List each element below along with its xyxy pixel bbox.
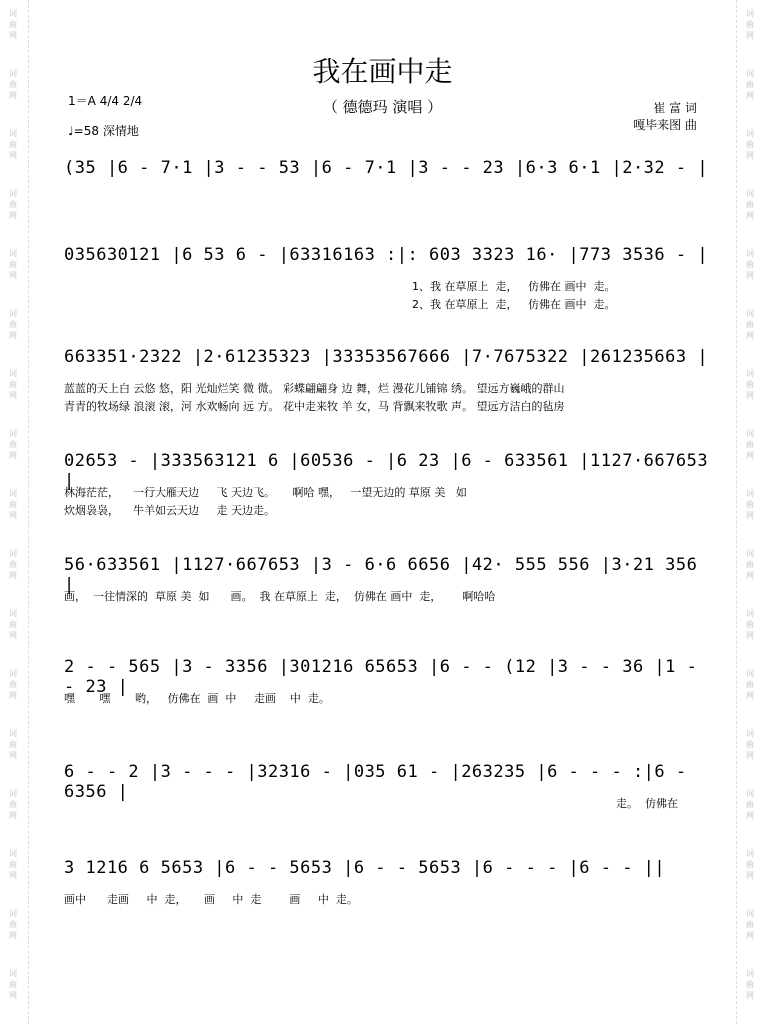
watermark-text: 词 曲 网 bbox=[746, 189, 754, 220]
composer: 嘎毕来图 曲 bbox=[633, 118, 697, 132]
watermark-text: 词 曲 网 bbox=[746, 309, 754, 340]
lyrics-row-2b: 2、我 在草原上 走， 仿佛在 画中 走。 bbox=[412, 298, 616, 311]
score-row-5: 56·633561 |1127·667653 |3 - 6·6 6656 |42· 555 556 |3·21 356 | bbox=[64, 555, 698, 595]
watermark-text: 词 曲 网 bbox=[746, 909, 754, 940]
watermark-text: 词 曲 网 bbox=[9, 69, 17, 100]
score-row-8: 3 1216 6 5653 |6 - - 5653 |6 - - 5653 |6 - - - |6 - - || bbox=[64, 858, 666, 878]
watermark-text: 词 曲 网 bbox=[746, 549, 754, 580]
lyrics-row-2a: 1、我 在草原上 走， 仿佛在 画中 走。 bbox=[412, 280, 616, 293]
watermark-text: 词 曲 网 bbox=[746, 429, 754, 460]
lyrics-row-6: 嘿 嘿 哟， 仿佛在 画 中 走画 中 走。 bbox=[64, 692, 330, 705]
lyricist: 崔 富 词 bbox=[653, 101, 697, 115]
lyrics-row-8: 画中 走画 中 走， 画 中 走 画 中 走。 bbox=[64, 893, 358, 906]
watermark-text: 词 曲 网 bbox=[9, 669, 17, 700]
score-row-1: (35 |6 - 7·1 |3 - - 53 |6 - 7·1 |3 - - 23 |6·3 6·1 |2·32 - | bbox=[64, 158, 709, 178]
watermark-text: 词 曲 网 bbox=[746, 489, 754, 520]
watermark-text: 词 曲 网 bbox=[9, 909, 17, 940]
lyrics-row-4b: 炊烟袅袅， 牛羊如云天边 走 天边走。 bbox=[64, 504, 275, 517]
score-row-7: 6 - - 2 |3 - - - |32316 - |035 61 - |263235 |6 - - - :|6 - 6356 | bbox=[64, 762, 687, 802]
key: 1＝A bbox=[68, 94, 96, 108]
watermark-text: 词 曲 网 bbox=[746, 9, 754, 40]
performer: （ 德德玛 演唱 ） bbox=[322, 98, 443, 116]
time-signature-2: 2/4 bbox=[122, 94, 143, 108]
watermark-text: 词 曲 网 bbox=[9, 189, 17, 220]
watermark-text: 词 曲 网 bbox=[9, 489, 17, 520]
watermark-text: 词 曲 网 bbox=[9, 729, 17, 760]
watermark-text: 词 曲 网 bbox=[9, 609, 17, 640]
key-signature bbox=[68, 92, 142, 109]
watermark-text: 词 曲 网 bbox=[746, 849, 754, 880]
lyrics-row-4a: 林海茫茫， 一行大雁天边 飞 天边飞。 啊哈 嘿， 一望无边的 草原 美 如 bbox=[64, 486, 467, 499]
lyrics-row-3b: 青青的牧场绿 浪滚 滚，河 水欢畅向 远 方。 花中走来牧 羊 女，马 背飘来牧歌 声。 望远方洁白的毡房 bbox=[64, 400, 565, 413]
expression: 深情地 bbox=[102, 124, 139, 138]
watermark-text: 词 曲 网 bbox=[9, 9, 17, 40]
watermark-text: 词 曲 网 bbox=[746, 729, 754, 760]
time-signature-1: 4/4 bbox=[99, 94, 119, 108]
lyrics-row-5: 画， 一往情深的 草原 美 如 画。 我 在草原上 走， 仿佛在 画中 走， 啊哈哈 bbox=[64, 590, 496, 603]
watermark-text: 词 曲 网 bbox=[746, 129, 754, 160]
left-watermark-strip bbox=[0, 0, 29, 1024]
watermark-text: 词 曲 网 bbox=[9, 429, 17, 460]
watermark-text: 词 曲 网 bbox=[9, 789, 17, 820]
watermark-text: 词 曲 网 bbox=[746, 969, 754, 1000]
right-watermark-strip bbox=[736, 0, 765, 1024]
watermark-text: 词 曲 网 bbox=[746, 249, 754, 280]
lyrics-row-7: 走。 仿佛在 bbox=[616, 797, 678, 810]
watermark-text: 词 曲 网 bbox=[9, 369, 17, 400]
score-row-6: 2 - - 565 |3 - 3356 |301216 65653 |6 - - (12 |3 - - 36 |1 - - 23 | bbox=[64, 657, 698, 697]
song-title: 我在画中走 bbox=[312, 55, 453, 88]
score-row-3: 663351·2322 |2·61235323 |33353567666 |7·7675322 |261235663 | bbox=[64, 347, 709, 367]
watermark-text: 词 曲 网 bbox=[9, 549, 17, 580]
tempo-marking bbox=[68, 122, 139, 139]
watermark-text: 词 曲 网 bbox=[9, 249, 17, 280]
watermark-text: 词 曲 网 bbox=[746, 609, 754, 640]
watermark-text: 词 曲 网 bbox=[746, 69, 754, 100]
watermark-text: 词 曲 网 bbox=[9, 849, 17, 880]
score-row-2: 035630121 |6 53 6 - |63316163 :|: 603 3323 16· |773 3536 - | bbox=[64, 245, 709, 265]
lyrics-row-3a: 蓝蓝的天上白 云悠 悠，阳 光灿烂笑 微 微。 彩蝶翩翩身 边 舞，烂 漫花儿铺锦 绣。 望远方巍峨的群山 bbox=[64, 382, 565, 395]
watermark-text: 词 曲 网 bbox=[746, 789, 754, 820]
watermark-text: 词 曲 网 bbox=[746, 369, 754, 400]
watermark-text: 词 曲 网 bbox=[9, 129, 17, 160]
score-row-4: 02653 - |333563121 6 |60536 - |6 23 |6 - 633561 |1127·667653 | bbox=[64, 451, 709, 491]
tempo: ♩=58 bbox=[68, 124, 99, 138]
watermark-text: 词 曲 网 bbox=[746, 669, 754, 700]
watermark-text: 词 曲 网 bbox=[9, 309, 17, 340]
watermark-text: 词 曲 网 bbox=[9, 969, 17, 1000]
credits bbox=[633, 100, 697, 134]
